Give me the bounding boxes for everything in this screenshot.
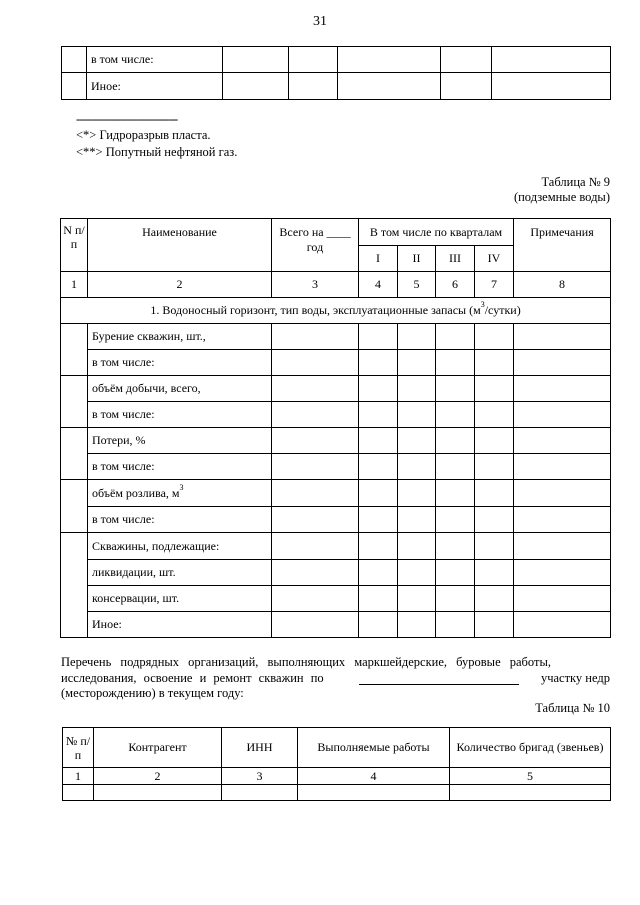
- row-label: консервации, шт.: [88, 586, 272, 612]
- index-cell: 1: [61, 272, 88, 298]
- section-title: [61, 298, 611, 324]
- table-row: [62, 73, 611, 100]
- header-num: N п/п: [61, 219, 88, 272]
- header-brigades: Количество бригад (звеньев): [450, 728, 611, 768]
- index-cell: 2: [94, 768, 222, 785]
- header-notes: Примечания: [514, 219, 611, 272]
- top-table: [61, 46, 611, 100]
- table9-subcaption: (подземные воды): [513, 190, 610, 204]
- table-row: [61, 324, 611, 350]
- header-works: Выполняемые работы: [298, 728, 450, 768]
- row-label: в том числе:: [87, 47, 223, 73]
- index-cell: 3: [222, 768, 298, 785]
- page-number: 31: [313, 14, 327, 29]
- table-row: [61, 350, 611, 376]
- row-label-text: объём розлива, м: [92, 485, 180, 500]
- row-label: Иное:: [88, 612, 272, 638]
- footnote-1: <*> Гидроразрыв пласта.: [76, 128, 211, 142]
- header-q3: III: [436, 246, 475, 272]
- header-contractor: Контрагент: [94, 728, 222, 768]
- section-title-tail: /сутки): [484, 303, 521, 317]
- table-row: [62, 47, 611, 73]
- table-row: [61, 454, 611, 480]
- paragraph-line-2: [61, 671, 610, 686]
- row-label: [88, 480, 272, 507]
- row-label: в том числе:: [88, 402, 272, 428]
- table10-caption: Таблица № 10: [535, 701, 610, 715]
- index-cell: 7: [475, 272, 514, 298]
- paragraph-line-2b: участку недр: [540, 671, 610, 685]
- area-blank: [359, 684, 519, 685]
- table9: [60, 218, 611, 638]
- row-label: в том числе:: [88, 350, 272, 376]
- index-cell: 6: [436, 272, 475, 298]
- table10: [62, 727, 611, 801]
- row-label: Бурение скважин, шт.,: [88, 324, 272, 350]
- row-label: Скважины, подлежащие:: [88, 533, 272, 560]
- table-row: [61, 402, 611, 428]
- table-row: [61, 480, 611, 507]
- index-cell: 3: [272, 272, 359, 298]
- header-name: Наименование: [88, 219, 272, 272]
- row-label: в том числе:: [88, 454, 272, 480]
- table9-caption: Таблица № 9: [541, 175, 610, 189]
- section-title-text: 1. Водоносный горизонт, тип воды, эксплуатационные запасы (м: [150, 303, 481, 317]
- section-title-sup: 3: [480, 300, 485, 309]
- header-q4: IV: [475, 246, 514, 272]
- paragraph-line-1-text: Перечень подрядных организаций, выполняющих маркшейдерские, буровые работы,: [61, 655, 551, 669]
- index-cell: 2: [88, 272, 272, 298]
- index-row: [61, 272, 611, 298]
- table-row: [61, 533, 611, 560]
- row-label: Иное:: [87, 73, 223, 100]
- table-row: [61, 376, 611, 402]
- table-row: [61, 507, 611, 533]
- footnote-divider: --------------------------------: [76, 112, 178, 126]
- header-q2: II: [398, 246, 436, 272]
- index-cell: 8: [514, 272, 611, 298]
- section-row: [61, 298, 611, 324]
- table-row: [61, 560, 611, 586]
- paragraph-line-2a: исследования, освоение и ремонт скважин по: [61, 671, 324, 685]
- row-label: ликвидации, шт.: [88, 560, 272, 586]
- header-num: № п/п: [63, 728, 94, 768]
- row-label: Потери, %: [88, 428, 272, 454]
- index-cell: 5: [398, 272, 436, 298]
- table-header-row: [63, 728, 611, 768]
- index-cell: 5: [450, 768, 611, 785]
- row-label-sup: 3: [179, 482, 184, 492]
- header-q1: I: [359, 246, 398, 272]
- table-row: [61, 612, 611, 638]
- index-cell: 4: [359, 272, 398, 298]
- row-label: объём добычи, всего,: [88, 376, 272, 402]
- index-row: [63, 768, 611, 785]
- table-row: [63, 785, 611, 801]
- header-inn: ИНН: [222, 728, 298, 768]
- footnote-2: <**> Попутный нефтяной газ.: [76, 145, 238, 159]
- table-header-row: [61, 219, 611, 246]
- index-cell: 1: [63, 768, 94, 785]
- header-total: Всего на ____ год: [272, 219, 359, 272]
- row-label: в том числе:: [88, 507, 272, 533]
- paragraph-line-1: [61, 655, 610, 670]
- header-quarters: В том числе по кварталам: [359, 219, 514, 246]
- table-row: [61, 586, 611, 612]
- table-row: [61, 428, 611, 454]
- paragraph-line-3: (месторождению) в текущем году:: [61, 686, 244, 700]
- index-cell: 4: [298, 768, 450, 785]
